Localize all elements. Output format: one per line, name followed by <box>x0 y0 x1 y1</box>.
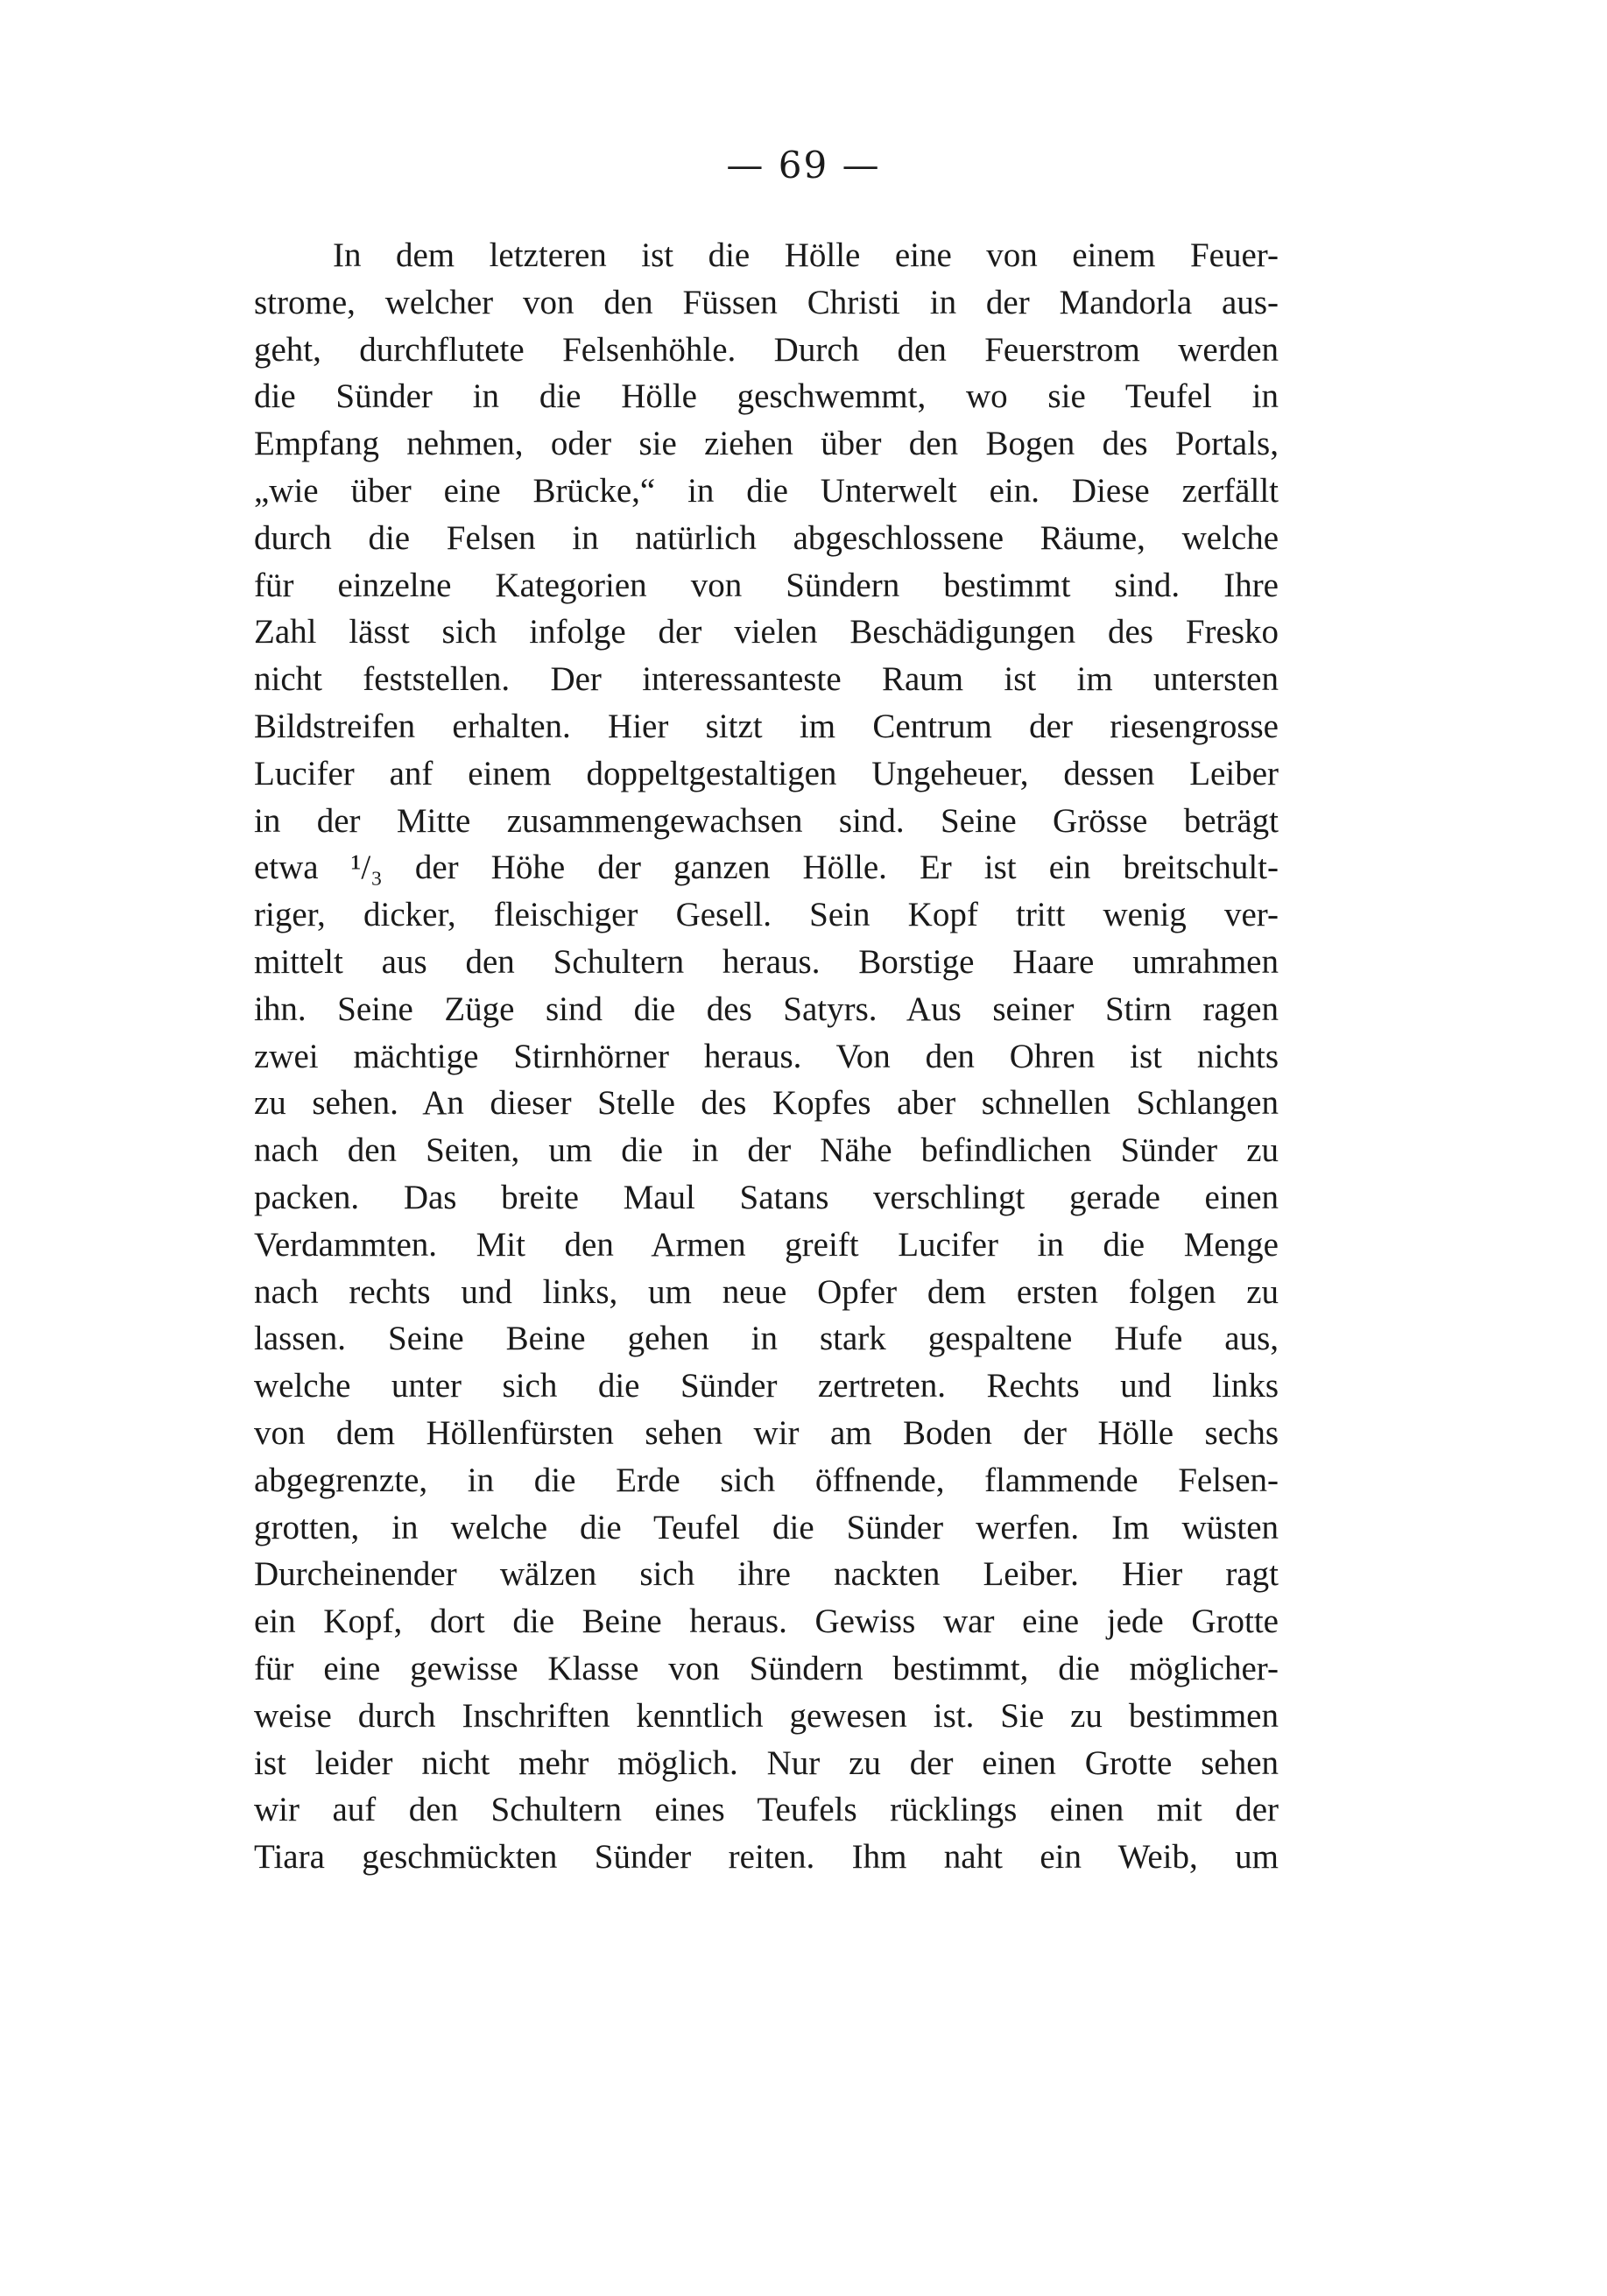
text-line: nach den Seiten, um die in der Nähe befindlichen Sünder zu <box>254 1131 1279 1170</box>
text-line: für eine gewisse Klasse von Sündern bestimmt, die möglicher- <box>254 1649 1279 1687</box>
text-line: strome, welcher von den Füssen Christi in der Mandorla aus- <box>254 283 1279 321</box>
text-line: Bildstreifen erhalten. Hier sitzt im Centrum der riesengrosse <box>254 707 1279 745</box>
text-line: Verdammten. Mit den Armen greift Lucifer in die Menge <box>254 1225 1279 1264</box>
text-line: grotten, in welche die Teufel die Sünder werfen. Im wüsten <box>254 1508 1279 1546</box>
text-line: zu sehen. An dieser Stelle des Kopfes aber schnellen Schlangen <box>254 1084 1279 1123</box>
text-line: für einzelne Kategorien von Sündern bestimmt sind. Ihre <box>254 566 1279 604</box>
text-line: zwei mächtige Stirnhörner heraus. Von den Ohren ist nichts <box>254 1037 1279 1075</box>
text-line: ist leider nicht mehr möglich. Nur zu der einen Grotte sehen <box>254 1743 1279 1782</box>
text-line: lassen. Seine Beine gehen in stark gespaltene Hufe aus, <box>254 1320 1279 1358</box>
text-line: Zahl lässt sich infolge der vielen Beschädigungen des Fresko <box>254 613 1279 651</box>
text-line: ihn. Seine Züge sind die des Satyrs. Aus seiner Stirn ragen <box>254 990 1279 1028</box>
text-line: ein Kopf, dort die Beine heraus. Gewiss war eine jede Grotte <box>254 1602 1279 1641</box>
body-text <box>254 232 1279 1881</box>
text-line: von dem Höllenfürsten sehen wir am Boden der Hölle sechs <box>254 1413 1279 1452</box>
text-line: „wie über eine Brücke,“ in die Unterwelt ein. Diese zerfällt <box>254 471 1279 510</box>
page-number: — 69 — <box>726 144 881 187</box>
text-line: packen. Das breite Maul Satans verschlingt gerade einen <box>254 1178 1279 1216</box>
text-line: mittelt aus den Schultern heraus. Borstige Haare umrahmen <box>254 942 1279 981</box>
text-line: in der Mitte zusammengewachsen sind. Seine Grösse beträgt <box>254 801 1279 840</box>
text-line: Lucifer anf einem doppeltgestaltigen Ungeheuer, dessen Leiber <box>254 754 1279 792</box>
text-line: welche unter sich die Sünder zertreten. Rechts und links <box>254 1367 1279 1405</box>
text-line: etwa ¹/₃ der Höhe der ganzen Hölle. Er ist ein breitschult- <box>254 849 1279 887</box>
text-line: wir auf den Schultern eines Teufels rücklings einen mit der <box>254 1791 1279 1829</box>
text-line: nicht feststellen. Der interessanteste Raum ist im untersten <box>254 660 1279 699</box>
text-line: In dem letzteren ist die Hölle eine von einem Feuer- <box>333 236 1279 274</box>
text-line: geht, durchflutete Felsenhöhle. Durch den Feuerstrom werden <box>254 330 1279 369</box>
text-line: Durcheinender wälzen sich ihre nackten Leiber. Hier ragt <box>254 1555 1279 1594</box>
text-line: die Sünder in die Hölle geschwemmt, wo sie Teufel in <box>254 377 1279 416</box>
text-line: durch die Felsen in natürlich abgeschlossene Räume, welche <box>254 518 1279 557</box>
text-line: nach rechts und links, um neue Opfer dem ersten folgen zu <box>254 1272 1279 1311</box>
text-line: abgegrenzte, in die Erde sich öffnende, flammende Felsen- <box>254 1461 1279 1499</box>
text-line: weise durch Inschriften kenntlich gewesen ist. Sie zu bestimmen <box>254 1696 1279 1735</box>
text-line: Tiara geschmückten Sünder reiten. Ihm naht ein Weib, um <box>254 1838 1279 1877</box>
text-line: riger, dicker, fleischiger Gesell. Sein Kopf tritt wenig ver- <box>254 896 1279 934</box>
text-line: Empfang nehmen, oder sie ziehen über den Bogen des Portals, <box>254 425 1279 463</box>
